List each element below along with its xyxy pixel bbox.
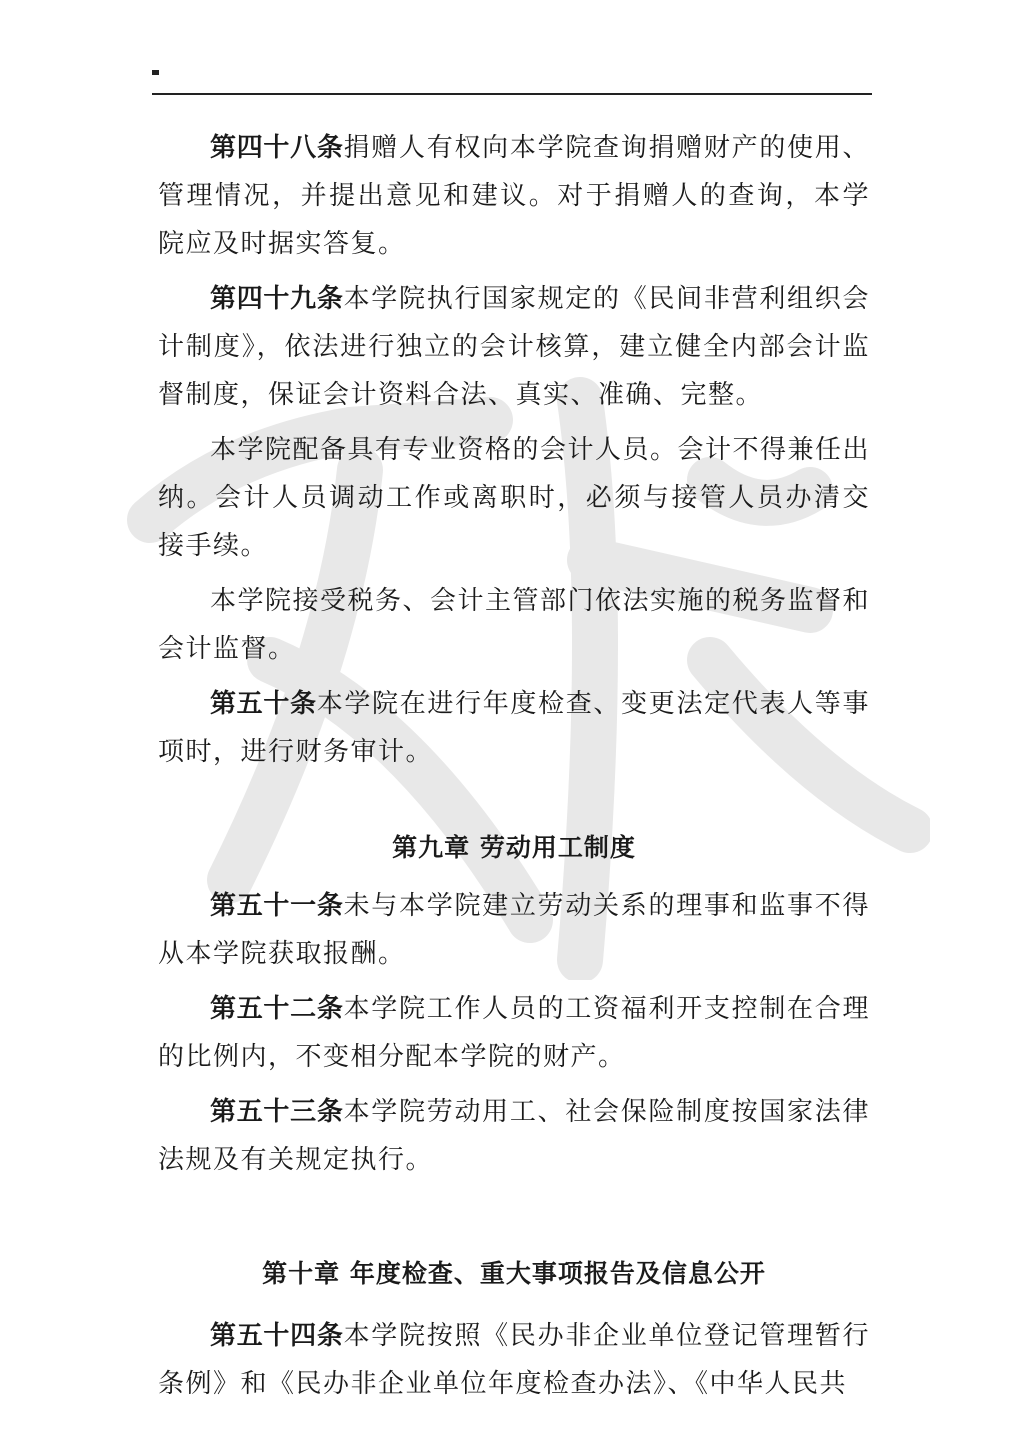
header-mark (152, 70, 159, 75)
article-text: 捐赠人有权向本学院查询捐赠财产的使用、管理情况，并提出意见和建议。对于捐赠人的查询，本学院应及时据实答复。 (158, 133, 870, 259)
document-body (158, 124, 870, 1415)
article-49-supervision (158, 577, 870, 673)
article-text: 本学院工作人员的工资福利开支控制在合理的比例内，不变相分配本学院的财产。 (158, 994, 870, 1072)
article-text: 本学院执行国家规定的《民间非营利组织会计制度》，依法进行独立的会计核算，建立健全内部会计监督制度，保证会计资料合法、真实、准确、完整。 (158, 284, 870, 410)
articles-group-c (158, 1312, 870, 1408)
article-label: 第五十三条 (210, 1097, 344, 1127)
article-48 (158, 124, 870, 268)
chapter-9-title: 第九章 劳动用工制度 (392, 833, 636, 862)
article-label: 第五十二条 (210, 994, 344, 1024)
article-label: 第五十四条 (210, 1321, 344, 1351)
article-53 (158, 1088, 870, 1184)
article-49-accountants (158, 426, 870, 570)
article-text: 未与本学院建立劳动关系的理事和监事不得从本学院获取报酬。 (158, 891, 870, 969)
articles-group-a (158, 124, 870, 776)
article-text: 本学院按照《民办非企业单位登记管理暂行条例》和《民办非企业单位年度检查办法》、《中华人民共 (158, 1321, 870, 1399)
article-text: 本学院在进行年度检查、变更法定代表人等事项时，进行财务审计。 (158, 689, 870, 767)
header-rule (152, 93, 872, 95)
article-label: 第五十一条 (210, 891, 344, 921)
chapter-10-title: 第十章 年度检查、重大事项报告及信息公开 (262, 1259, 766, 1288)
article-label: 第四十八条 (210, 133, 344, 163)
article-text: 本学院劳动用工、社会保险制度按国家法律法规及有关规定执行。 (158, 1097, 870, 1175)
article-51 (158, 882, 870, 978)
articles-group-b (158, 882, 870, 1184)
article-text: 本学院接受税务、会计主管部门依法实施的税务监督和会计监督。 (158, 586, 871, 664)
article-49 (158, 275, 870, 419)
article-text: 本学院配备具有专业资格的会计人员。会计不得兼任出纳。会计人员调动工作或离职时，必须与接管人员办清交接手续。 (158, 435, 871, 561)
article-54 (158, 1312, 870, 1408)
article-50 (158, 680, 870, 776)
article-52 (158, 985, 870, 1081)
article-label: 第五十条 (210, 689, 317, 719)
article-label: 第四十九条 (210, 284, 344, 314)
